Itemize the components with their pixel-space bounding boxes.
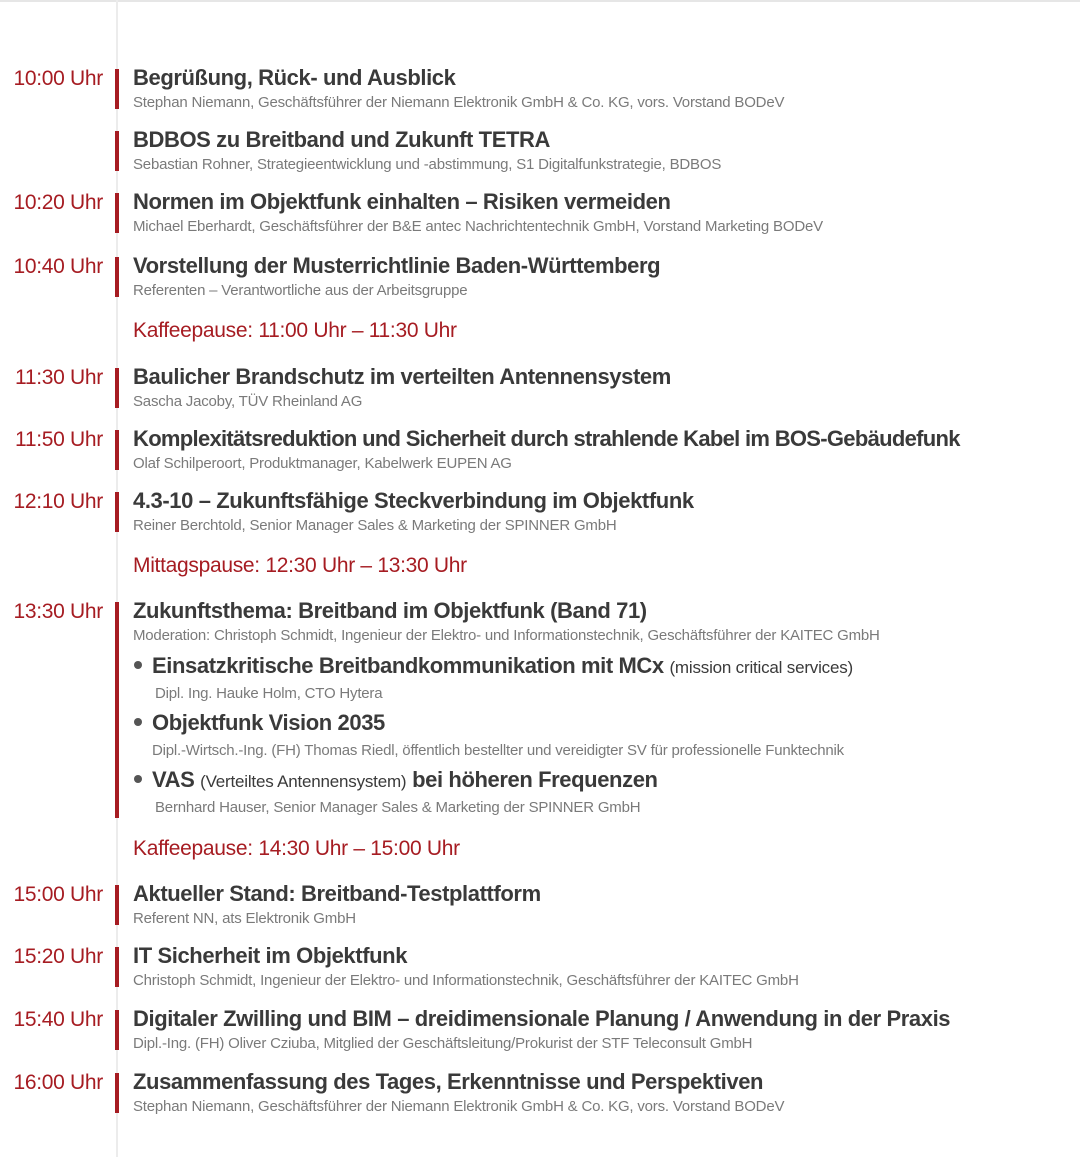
bullet-icon xyxy=(134,661,142,669)
top-divider xyxy=(0,0,1080,2)
item-marker xyxy=(115,1073,119,1113)
subitem-title: Einsatzkritische Breitbandkommunikation mit MCx (mission critical services) xyxy=(152,653,853,678)
subitem-title: VAS (Verteiltes Antennensystem) bei höheren Frequenzen xyxy=(152,767,658,792)
item-title: Begrüßung, Rück- und Ausblick xyxy=(133,65,456,90)
item-time: 12:10 Uhr xyxy=(13,490,103,513)
item-time: 15:00 Uhr xyxy=(13,883,103,906)
item-marker xyxy=(115,193,119,233)
subitem-title: Objektfunk Vision 2035 xyxy=(152,710,385,735)
item-speaker: Sascha Jacoby, TÜV Rheinland AG xyxy=(133,393,363,410)
item-marker xyxy=(115,602,119,818)
subitem-speaker: Bernhard Hauser, Senior Manager Sales & Marketing der SPINNER GmbH xyxy=(155,799,641,816)
subitem-speaker: Dipl. Ing. Hauke Holm, CTO Hytera xyxy=(155,685,383,702)
item-title: IT Sicherheit im Objektfunk xyxy=(133,943,408,968)
item-speaker: Christoph Schmidt, Ingenieur der Elektro- und Informationstechnik, Geschäftsführer der KAITEC GmbH xyxy=(133,972,799,989)
item-speaker: Referenten – Verantwortliche aus der Arbeitsgruppe xyxy=(133,282,468,299)
item-marker xyxy=(115,885,119,925)
item-title: BDBOS zu Breitband und Zukunft TETRA xyxy=(133,127,551,152)
bullet-icon xyxy=(134,775,142,783)
item-marker xyxy=(115,947,119,987)
item-speaker: Dipl.-Ing. (FH) Oliver Cziuba, Mitglied der Geschäftsleitung/Prokurist der STF Teleconsult GmbH xyxy=(133,1035,753,1052)
subitem-note: (mission critical services) xyxy=(669,658,853,677)
item-speaker: Sebastian Rohner, Strategieentwicklung und -abstimmung, S1 Digitalfunkstrategie, BDBOS xyxy=(133,156,722,173)
item-speaker: Stephan Niemann, Geschäftsführer der Niemann Elektronik GmbH & Co. KG, vors. Vorstand BODeV xyxy=(133,94,785,111)
item-title: Zusammenfassung des Tages, Erkenntnisse und Perspektiven xyxy=(133,1069,764,1094)
break-label: Mittagspause: 12:30 Uhr – 13:30 Uhr xyxy=(133,554,467,577)
item-speaker: Michael Eberhardt, Geschäftsführer der B&E antec Nachrichtentechnik GmbH, Vorstand Marketing BODeV xyxy=(133,218,823,235)
item-marker xyxy=(115,131,119,171)
subitem-speaker: Dipl.-Wirtsch.-Ing. (FH) Thomas Riedl, öffentlich bestellter und vereidigter SV für professionelle Funktechnik xyxy=(152,742,844,759)
item-title: Zukunftsthema: Breitband im Objektfunk (Band 71) xyxy=(133,598,647,623)
item-time: 11:50 Uhr xyxy=(15,428,103,451)
item-title: 4.3-10 – Zukunftsfähige Steckverbindung im Objektfunk xyxy=(133,488,694,513)
item-title: Aktueller Stand: Breitband-Testplattform xyxy=(133,881,541,906)
item-title: Normen im Objektfunk einhalten – Risiken vermeiden xyxy=(133,189,671,214)
item-speaker: Stephan Niemann, Geschäftsführer der Niemann Elektronik GmbH & Co. KG, vors. Vorstand BODeV xyxy=(133,1098,785,1115)
item-time: 15:40 Uhr xyxy=(13,1008,103,1031)
item-time: 11:30 Uhr xyxy=(15,366,103,389)
item-marker xyxy=(115,492,119,532)
item-time: 15:20 Uhr xyxy=(13,945,103,968)
item-marker xyxy=(115,1010,119,1050)
item-time: 10:40 Uhr xyxy=(13,255,103,278)
item-title: Digitaler Zwilling und BIM – dreidimensionale Planung / Anwendung in der Praxis xyxy=(133,1006,951,1031)
item-speaker: Reiner Berchtold, Senior Manager Sales & Marketing der SPINNER GmbH xyxy=(133,517,617,534)
item-title: Vorstellung der Musterrichtlinie Baden-Württemberg xyxy=(133,253,661,278)
subitem-note: (Verteiltes Antennensystem) xyxy=(200,772,407,791)
item-marker xyxy=(115,368,119,408)
item-time: 10:00 Uhr xyxy=(13,67,103,90)
item-speaker: Olaf Schilperoort, Produktmanager, Kabelwerk EUPEN AG xyxy=(133,455,512,472)
item-title: Baulicher Brandschutz im verteilten Antennensystem xyxy=(133,364,671,389)
break-label: Kaffeepause: 11:00 Uhr – 11:30 Uhr xyxy=(133,319,457,342)
break-label: Kaffeepause: 14:30 Uhr – 15:00 Uhr xyxy=(133,837,460,860)
item-marker xyxy=(115,69,119,109)
item-moderator: Moderation: Christoph Schmidt, Ingenieur der Elektro- und Informationstechnik, Geschäftsführer der KAITEC GmbH xyxy=(133,627,880,644)
item-speaker: Referent NN, ats Elektronik GmbH xyxy=(133,910,356,927)
item-time: 13:30 Uhr xyxy=(13,600,103,623)
item-title: Komplexitätsreduktion und Sicherheit durch strahlende Kabel im BOS-Gebäudefunk xyxy=(133,426,960,451)
bullet-icon xyxy=(134,718,142,726)
item-time: 16:00 Uhr xyxy=(13,1071,103,1094)
item-time: 10:20 Uhr xyxy=(13,191,103,214)
item-marker xyxy=(115,257,119,297)
item-marker xyxy=(115,430,119,470)
